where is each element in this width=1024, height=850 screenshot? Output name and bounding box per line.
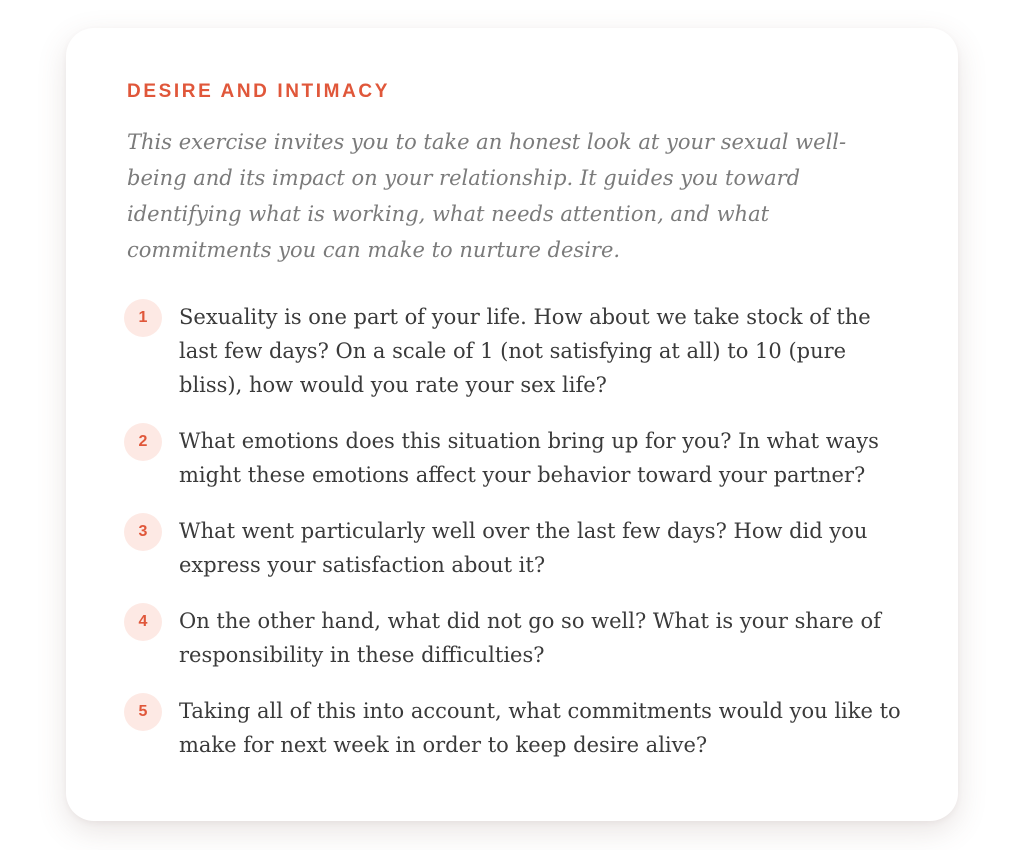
step-number-badge: 1 (124, 299, 162, 337)
question-text: Sexuality is one part of your life. How about we take stock of the last few days? On a scale of 1 (not satisfying at all) to 10 (pure bliss), how would you rate your sex life? (179, 305, 871, 397)
step-number-badge: 4 (124, 603, 162, 641)
question-item-4 (124, 604, 904, 672)
question-text: What emotions does this situation bring up for you? In what ways might these emotions affect your behavior toward your partner? (179, 429, 879, 487)
question-list (124, 300, 904, 784)
step-number-badge: 2 (124, 423, 162, 461)
question-text: What went particularly well over the last few days? How did you express your satisfaction about it? (179, 519, 868, 577)
question-text: On the other hand, what did not go so well? What is your share of responsibility in these difficulties? (179, 609, 881, 667)
step-number-badge: 5 (124, 693, 162, 731)
question-item-2 (124, 424, 904, 492)
question-item-1 (124, 300, 904, 402)
question-item-5 (124, 694, 904, 762)
question-item-3 (124, 514, 904, 582)
exercise-intro: This exercise invites you to take an honest look at your sexual well-being and its impact on your relationship. It guides you toward identifying what is working, what needs attention, and what commitments you can make to nurture desire. (127, 130, 847, 262)
exercise-card (66, 28, 958, 821)
exercise-title: DESIRE AND INTIMACY (127, 81, 390, 102)
step-number-badge: 3 (124, 513, 162, 551)
question-text: Taking all of this into account, what commitments would you like to make for next week in order to keep desire alive? (179, 699, 901, 757)
